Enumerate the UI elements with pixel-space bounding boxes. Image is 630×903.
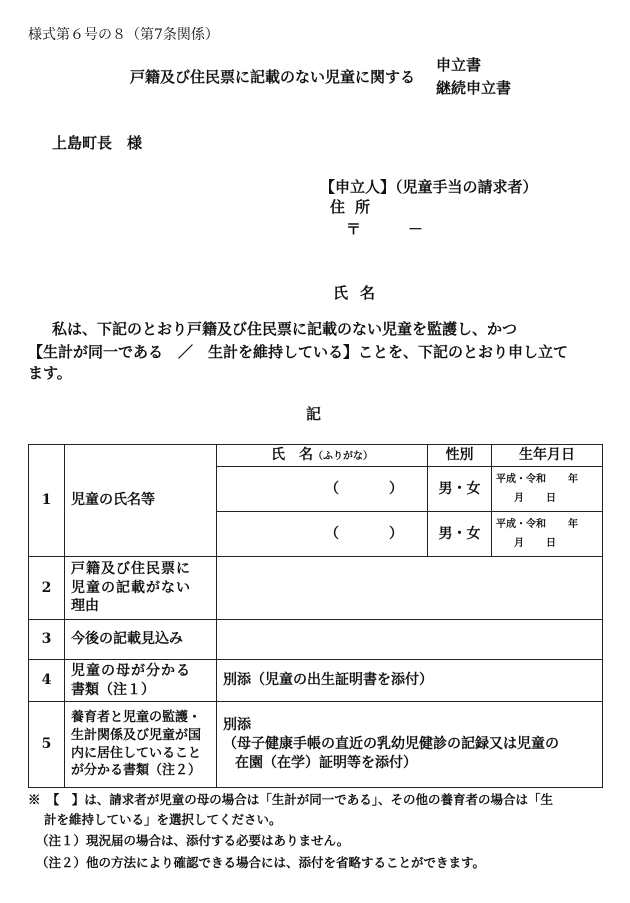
row-number: 5 [29, 702, 65, 788]
postal-dash: － [408, 220, 424, 238]
outlook-field[interactable] [217, 620, 603, 660]
year-text: 年 [568, 519, 578, 530]
form-number: 様式第６号の８（第7条関係） [28, 27, 219, 43]
item-label [65, 557, 217, 620]
addressee: 上島町長 様 [52, 134, 143, 152]
month-text: 月 [514, 493, 524, 504]
column-header-name [217, 445, 428, 467]
postal-mark: 〒 [346, 220, 362, 238]
item-label: 今後の記載見込み [65, 620, 217, 660]
note-1: （注１）現況届の場合は、添付する必要はありません。 [36, 833, 350, 848]
custody-document-content [217, 702, 603, 788]
table-row [29, 702, 603, 788]
content-line: 在園（在学）証明等を添付） [235, 754, 417, 771]
row-number: 3 [29, 620, 65, 660]
day-text: 日 [546, 538, 556, 549]
table-row [29, 557, 603, 620]
item-label [65, 660, 217, 702]
item-label-line: 理由 [71, 598, 99, 615]
document-title: 戸籍及び住民票に記載のない児童に関する [130, 68, 416, 86]
item-label: 児童の氏名等 [65, 445, 217, 557]
content-line: 別添 [223, 717, 251, 734]
item-label-line: 養育者と児童の監護・ [71, 710, 202, 726]
details-table [28, 444, 603, 788]
name-label: 氏名 [333, 284, 388, 302]
column-header-name-text: 氏 名 [271, 447, 313, 464]
item-label [65, 702, 217, 788]
ki-heading: 記 [306, 405, 322, 423]
paren-close: ） [389, 480, 403, 497]
day-text: 日 [546, 493, 556, 504]
year-text: 年 [568, 474, 578, 485]
mother-document-content: 別添（児童の出生証明書を添付） [217, 660, 603, 702]
month-text: 月 [514, 538, 524, 549]
table-row [29, 445, 603, 467]
dob-field[interactable] [492, 467, 603, 512]
sex-choice[interactable]: 男・女 [428, 512, 492, 557]
child-name-field[interactable] [217, 512, 428, 557]
column-header-dob: 生年月日 [492, 445, 603, 467]
paren-close: ） [389, 525, 403, 542]
content-line: （母子健康手帳の直近の乳幼児健診の記録又は児童の [223, 736, 559, 753]
table-row [29, 620, 603, 660]
column-header-ruby: （ふりがな） [313, 451, 373, 463]
statement-line-2: 【生計が同一である ／ 生計を維持している】ことを、下記のとおり申し立て [28, 343, 569, 361]
item-label-line: 児童の記載がない [71, 579, 191, 596]
note-bracket-selection-cont: 計を維持している」を選択してください。 [44, 812, 282, 827]
item-label-line: 内に居住していること [71, 745, 202, 761]
note-bracket-selection: ※ 【 】は、請求者が児童の母の場合は「生計が同一である」、その他の養育者の場合は「生 [28, 792, 554, 807]
title-option-continuation: 継続申立書 [436, 79, 512, 97]
table-row [29, 660, 603, 702]
item-label-line: が分かる書類（注２） [71, 763, 202, 779]
row-number: 4 [29, 660, 65, 702]
address-label: 住所 [330, 198, 381, 216]
era-text: 平成・令和 [496, 474, 546, 485]
applicant-heading: 【申立人】（児童手当の請求者） [320, 178, 538, 196]
reason-field[interactable] [217, 557, 603, 620]
item-label-line: 児童の母が分かる [71, 662, 191, 679]
paren-open: （ [325, 480, 339, 497]
title-option-application: 申立書 [436, 56, 482, 74]
era-text: 平成・令和 [496, 519, 546, 530]
item-label-line: 書類（注１） [71, 681, 155, 698]
dob-field[interactable] [492, 512, 603, 557]
note-2: （注２）他の方法により確認できる場合には、添付を省略することができます。 [36, 855, 486, 870]
item-label-line: 生計関係及び児童が国 [71, 727, 202, 743]
statement-line-3: ます。 [28, 364, 72, 382]
sex-choice[interactable]: 男・女 [428, 467, 492, 512]
paren-open: （ [325, 525, 339, 542]
statement-line-1: 私は、下記のとおり戸籍及び住民票に記載のない児童を監護し、かつ [52, 320, 518, 338]
column-header-sex: 性別 [428, 445, 492, 467]
item-label-line: 戸籍及び住民票に [71, 560, 191, 577]
row-number: 1 [29, 445, 65, 557]
row-number: 2 [29, 557, 65, 620]
child-name-field[interactable] [217, 467, 428, 512]
